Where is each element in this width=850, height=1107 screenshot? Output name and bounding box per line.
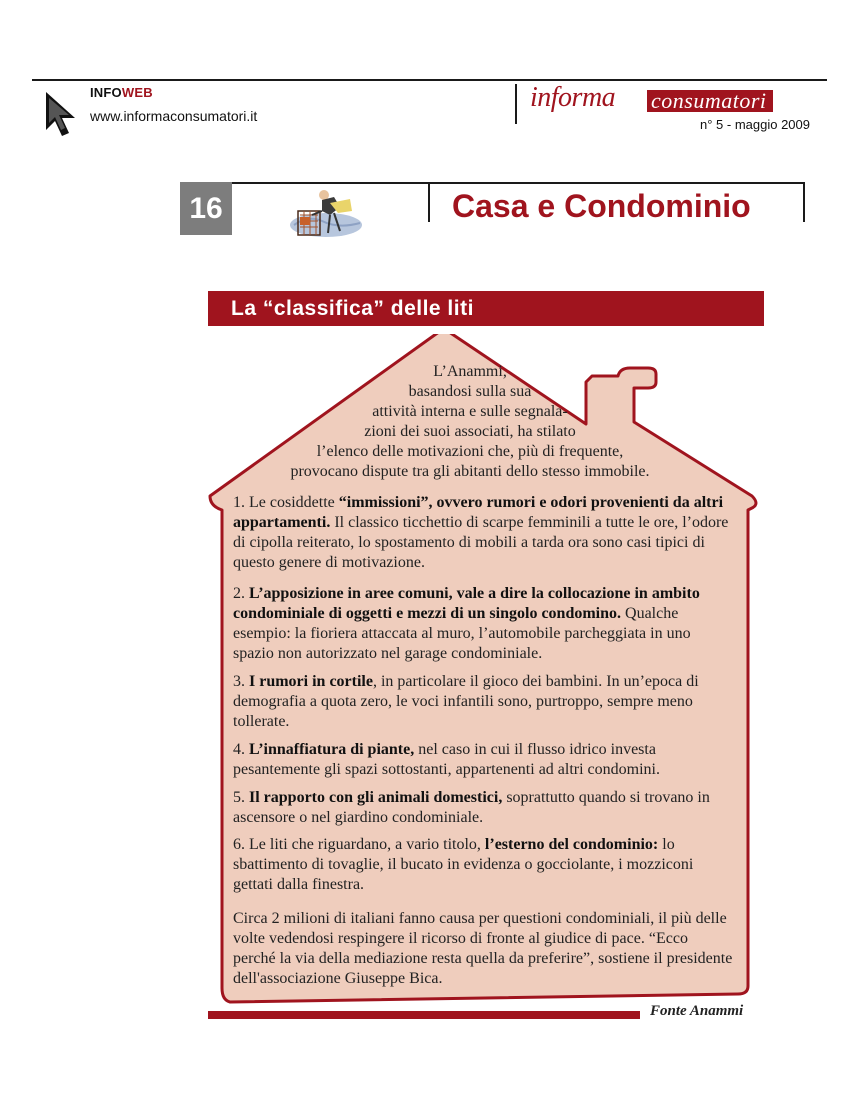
intro-text (260, 362, 680, 482)
section-number: 16 (180, 182, 232, 235)
intro-line: L’Anammi, (433, 363, 507, 380)
masthead-consumatori: consumatori (647, 90, 773, 112)
section-rule-top (232, 182, 805, 184)
list-item: 2. L’apposizione in aree comuni, vale a dire la collocazione in ambito condominiale di oggetti e mezzi di un singolo condomino. Qualche esempio: la fioriera attaccata al muro, l’automobile parcheggiata in uno spazio non autorizzato nel garage condominiale. (233, 585, 700, 662)
masthead-informa: informa (530, 82, 616, 113)
source-credit: Fonte Anammi (650, 1003, 744, 1019)
list-item: 5. Il rapporto con gli animali domestici, soprattutto quando si trovano in ascensore o nel giardino condominiale. (233, 789, 710, 826)
site-url[interactable]: www.informaconsumatori.it (90, 108, 258, 124)
section-rule-divider (428, 182, 430, 222)
list-item: 1. Le cosiddette “immissioni”, ovvero rumori e odori provenienti da altri appartamenti. Il classico ticchettio di scarpe femminili a tutte le ore, l’odore di cipolla reiterato, lo spostamento di mobili a tarda ora sono casi tipici di questo genere di motivazione. (233, 494, 729, 571)
article-headline-banner (208, 291, 764, 326)
masthead-bracket (515, 84, 517, 124)
section-title: Casa e Condominio (452, 188, 751, 224)
list-item: 6. Le liti che riguardano, a vario titolo, l’esterno del condominio: lo sbattimento di tovaglie, il bucato in evidenza o gocciolante, i mozziconi gettati dalla finestra. (233, 836, 694, 893)
list-item: 3. I rumori in cortile, in particolare il gioco dei bambini. In un’epoca di demografia a quota zero, le voci infantili sono, purtroppo, sempre meno tollerate. (233, 673, 699, 730)
person-with-cart-icon (278, 185, 364, 243)
intro-line: l’elenco delle motivazioni che, più di frequente, (316, 443, 624, 460)
brand-infoweb: INFOWEB (90, 85, 153, 100)
intro-line: basandosi sulla sua (408, 383, 532, 400)
closing-paragraph: Circa 2 milioni di italiani fanno causa per questioni condominiali, il più delle volte vedendosi respingere il ricorso di fronte al giudice di pace. “Ecco perché la via della mediazione resta quella da preferire”, sostiene il presidente dell'associazione Giuseppe Bica. (233, 910, 733, 987)
section-rule-right (803, 182, 805, 222)
source-rule (208, 1011, 640, 1019)
header-rule (32, 79, 827, 81)
intro-line: provocano dispute tra gli abitanti dello stesso immobile. (290, 463, 650, 480)
intro-line: zioni dei suoi associati, ha stilato (364, 423, 576, 440)
issue-label: n° 5 - maggio 2009 (700, 117, 810, 132)
article-headline: La “classifica” delle liti (231, 297, 474, 320)
arrow-cursor-icon (44, 90, 80, 138)
list-item: 4. L’innaffiatura di piante, nel caso in cui il flusso idrico investa pesantemente gli spazi sottostanti, appartenenti ad altri condomini. (233, 741, 660, 778)
intro-line: attività interna e sulle segnala- (372, 403, 568, 420)
